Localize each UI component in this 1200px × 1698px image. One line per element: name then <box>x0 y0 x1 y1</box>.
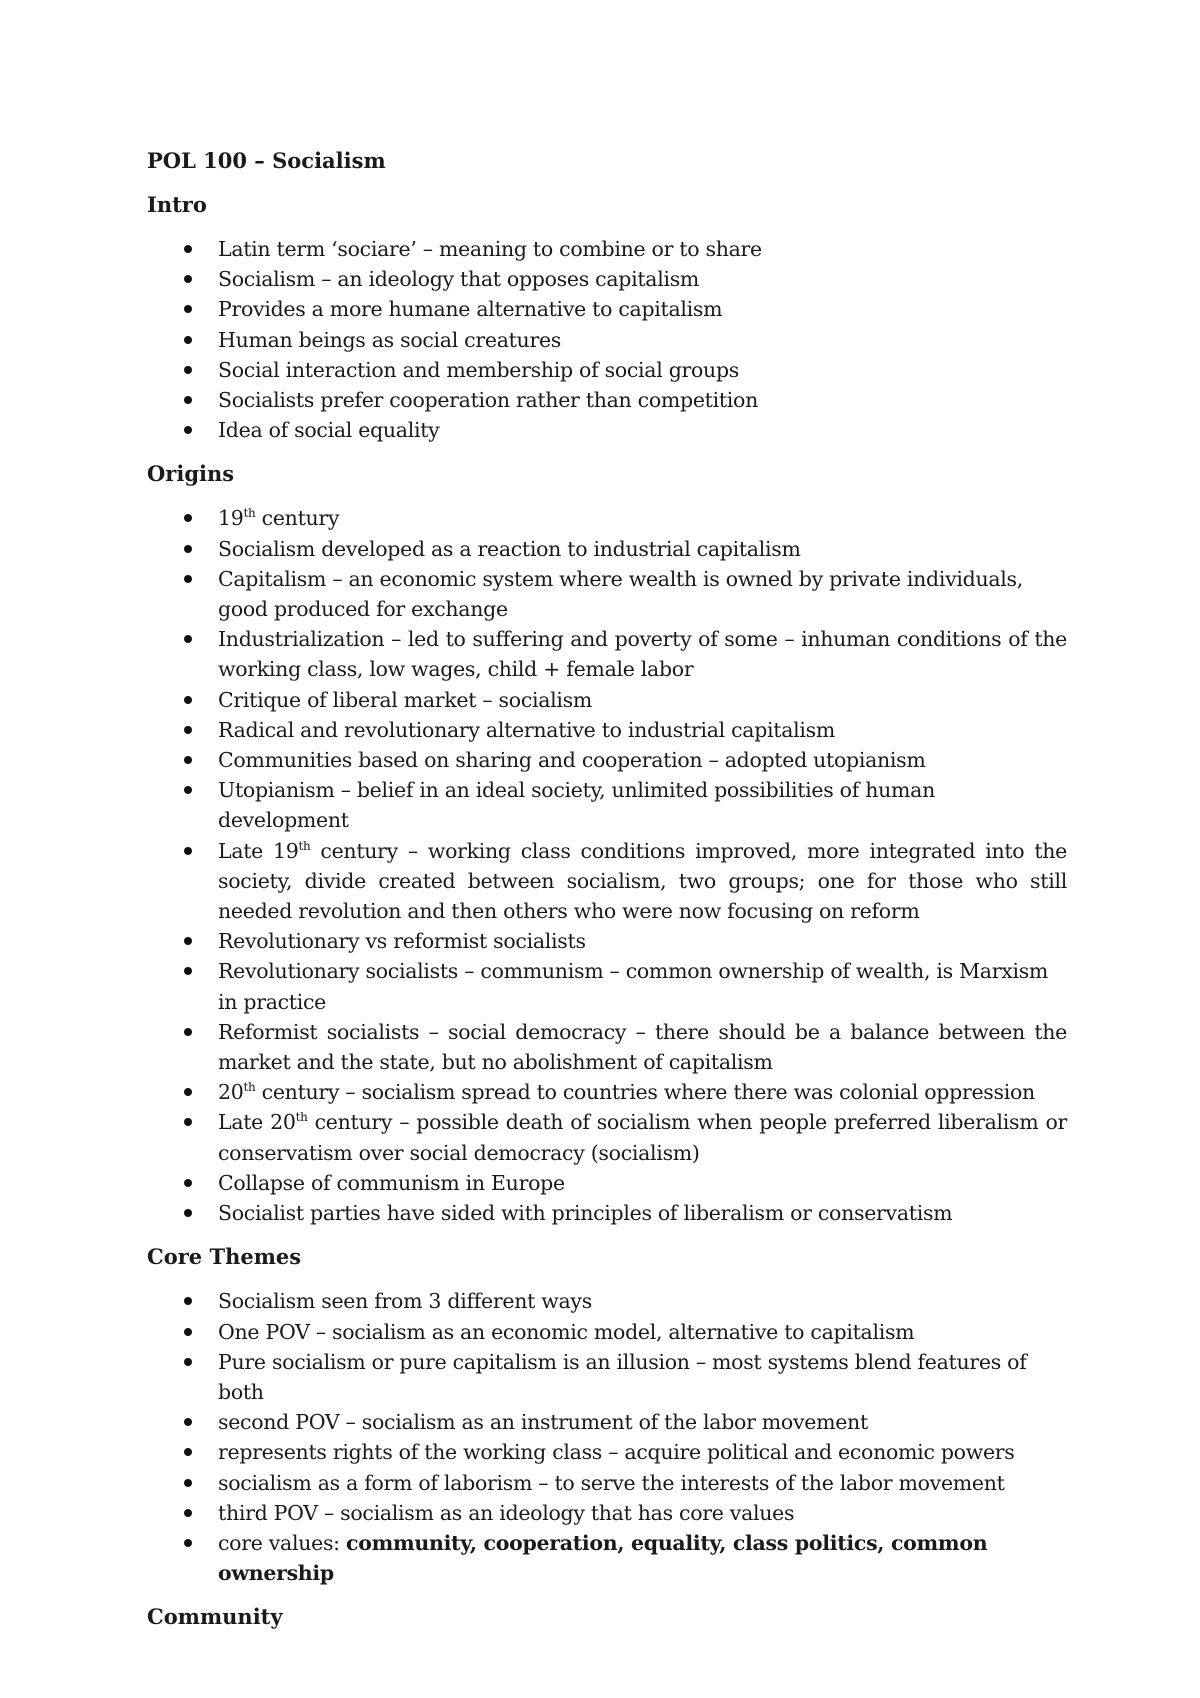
section-heading-intro: Intro <box>147 192 207 217</box>
list-item <box>147 1528 1067 1588</box>
superscript: th <box>298 838 311 853</box>
text: century – possible death of socialism when people preferred liberalism or conservatism over social democracy (socialism) <box>218 1110 1067 1165</box>
section-heading-origins: Origins <box>147 461 235 487</box>
list-item: Industrialization – led to suffering and poverty of some – inhuman conditions of the working class, low wages, child + female labor <box>147 624 1067 684</box>
list-item: Utopianism – belief in an ideal society, unlimited possibilities of human development <box>147 775 1067 835</box>
list-item: Revolutionary socialists – communism – common ownership of wealth, is Marxism in practice <box>147 956 1067 1016</box>
intro-bullet-list <box>147 234 1067 445</box>
superscript: th <box>243 506 256 521</box>
document-title: POL 100 – Socialism <box>147 148 386 173</box>
list-item: Communities based on sharing and cooperation – adopted utopianism <box>147 745 1067 775</box>
list-item: third POV – socialism as an ideology that has core values <box>147 1498 1067 1528</box>
text: century – working class conditions improved, more integrated into the society, divide created between socialism, two groups; one for those who still needed revolution and then others who were now focusing on reform <box>218 838 1067 924</box>
list-item <box>147 1107 1067 1167</box>
section-heading-core-themes: Core Themes <box>147 1244 302 1270</box>
list-item: Idea of social equality <box>147 415 1067 445</box>
text: century – socialism spread to countries where there was colonial oppression <box>255 1080 1035 1105</box>
list-item: Pure socialism or pure capitalism is an illusion – most systems blend features of both <box>147 1347 1067 1407</box>
list-item: Provides a more humane alternative to capitalism <box>147 294 1067 324</box>
text: century <box>255 506 340 531</box>
section-heading-community: Community <box>147 1604 283 1630</box>
text: Late 19 <box>218 838 299 863</box>
list-item: Critique of liberal market – socialism <box>147 685 1067 715</box>
list-item <box>147 836 1067 927</box>
list-item: represents rights of the working class – acquire political and economic powers <box>147 1437 1067 1467</box>
list-item: Social interaction and membership of social groups <box>147 355 1067 385</box>
list-item: Latin term ‘sociare’ – meaning to combine or to share <box>147 234 1067 264</box>
list-item: Radical and revolutionary alternative to industrial capitalism <box>147 715 1067 745</box>
list-item: Socialism – an ideology that opposes capitalism <box>147 264 1067 294</box>
text: Late 20 <box>218 1110 296 1135</box>
core-values-bold: community, cooperation, equality, class politics, common ownership <box>218 1530 988 1586</box>
origins-bullet-list <box>147 503 1067 1228</box>
text: 19 <box>218 506 244 531</box>
list-item <box>147 1077 1067 1107</box>
list-item: Reformist socialists – social democracy – there should be a balance between the market and the state, but no abolishment of capitalism <box>147 1017 1067 1077</box>
list-item: Human beings as social creatures <box>147 325 1067 355</box>
document-page <box>147 146 1067 1646</box>
list-item: Socialism seen from 3 different ways <box>147 1286 1067 1316</box>
superscript: th <box>243 1080 256 1095</box>
list-item: Socialist parties have sided with principles of liberalism or conservatism <box>147 1198 1067 1228</box>
list-item: second POV – socialism as an instrument of the labor movement <box>147 1407 1067 1437</box>
list-item: Socialists prefer cooperation rather than competition <box>147 385 1067 415</box>
list-item <box>147 503 1067 533</box>
text: 20 <box>218 1080 244 1105</box>
list-item: Capitalism – an economic system where wealth is owned by private individuals, good produced for exchange <box>147 564 1067 624</box>
list-item: One POV – socialism as an economic model, alternative to capitalism <box>147 1317 1067 1347</box>
list-item: Collapse of communism in Europe <box>147 1168 1067 1198</box>
list-item: Socialism developed as a reaction to industrial capitalism <box>147 534 1067 564</box>
core-themes-bullet-list <box>147 1286 1067 1588</box>
list-item: Revolutionary vs reformist socialists <box>147 926 1067 956</box>
superscript: th <box>295 1110 308 1125</box>
text: core values: <box>218 1530 347 1555</box>
list-item: socialism as a form of laborism – to serve the interests of the labor movement <box>147 1468 1067 1498</box>
